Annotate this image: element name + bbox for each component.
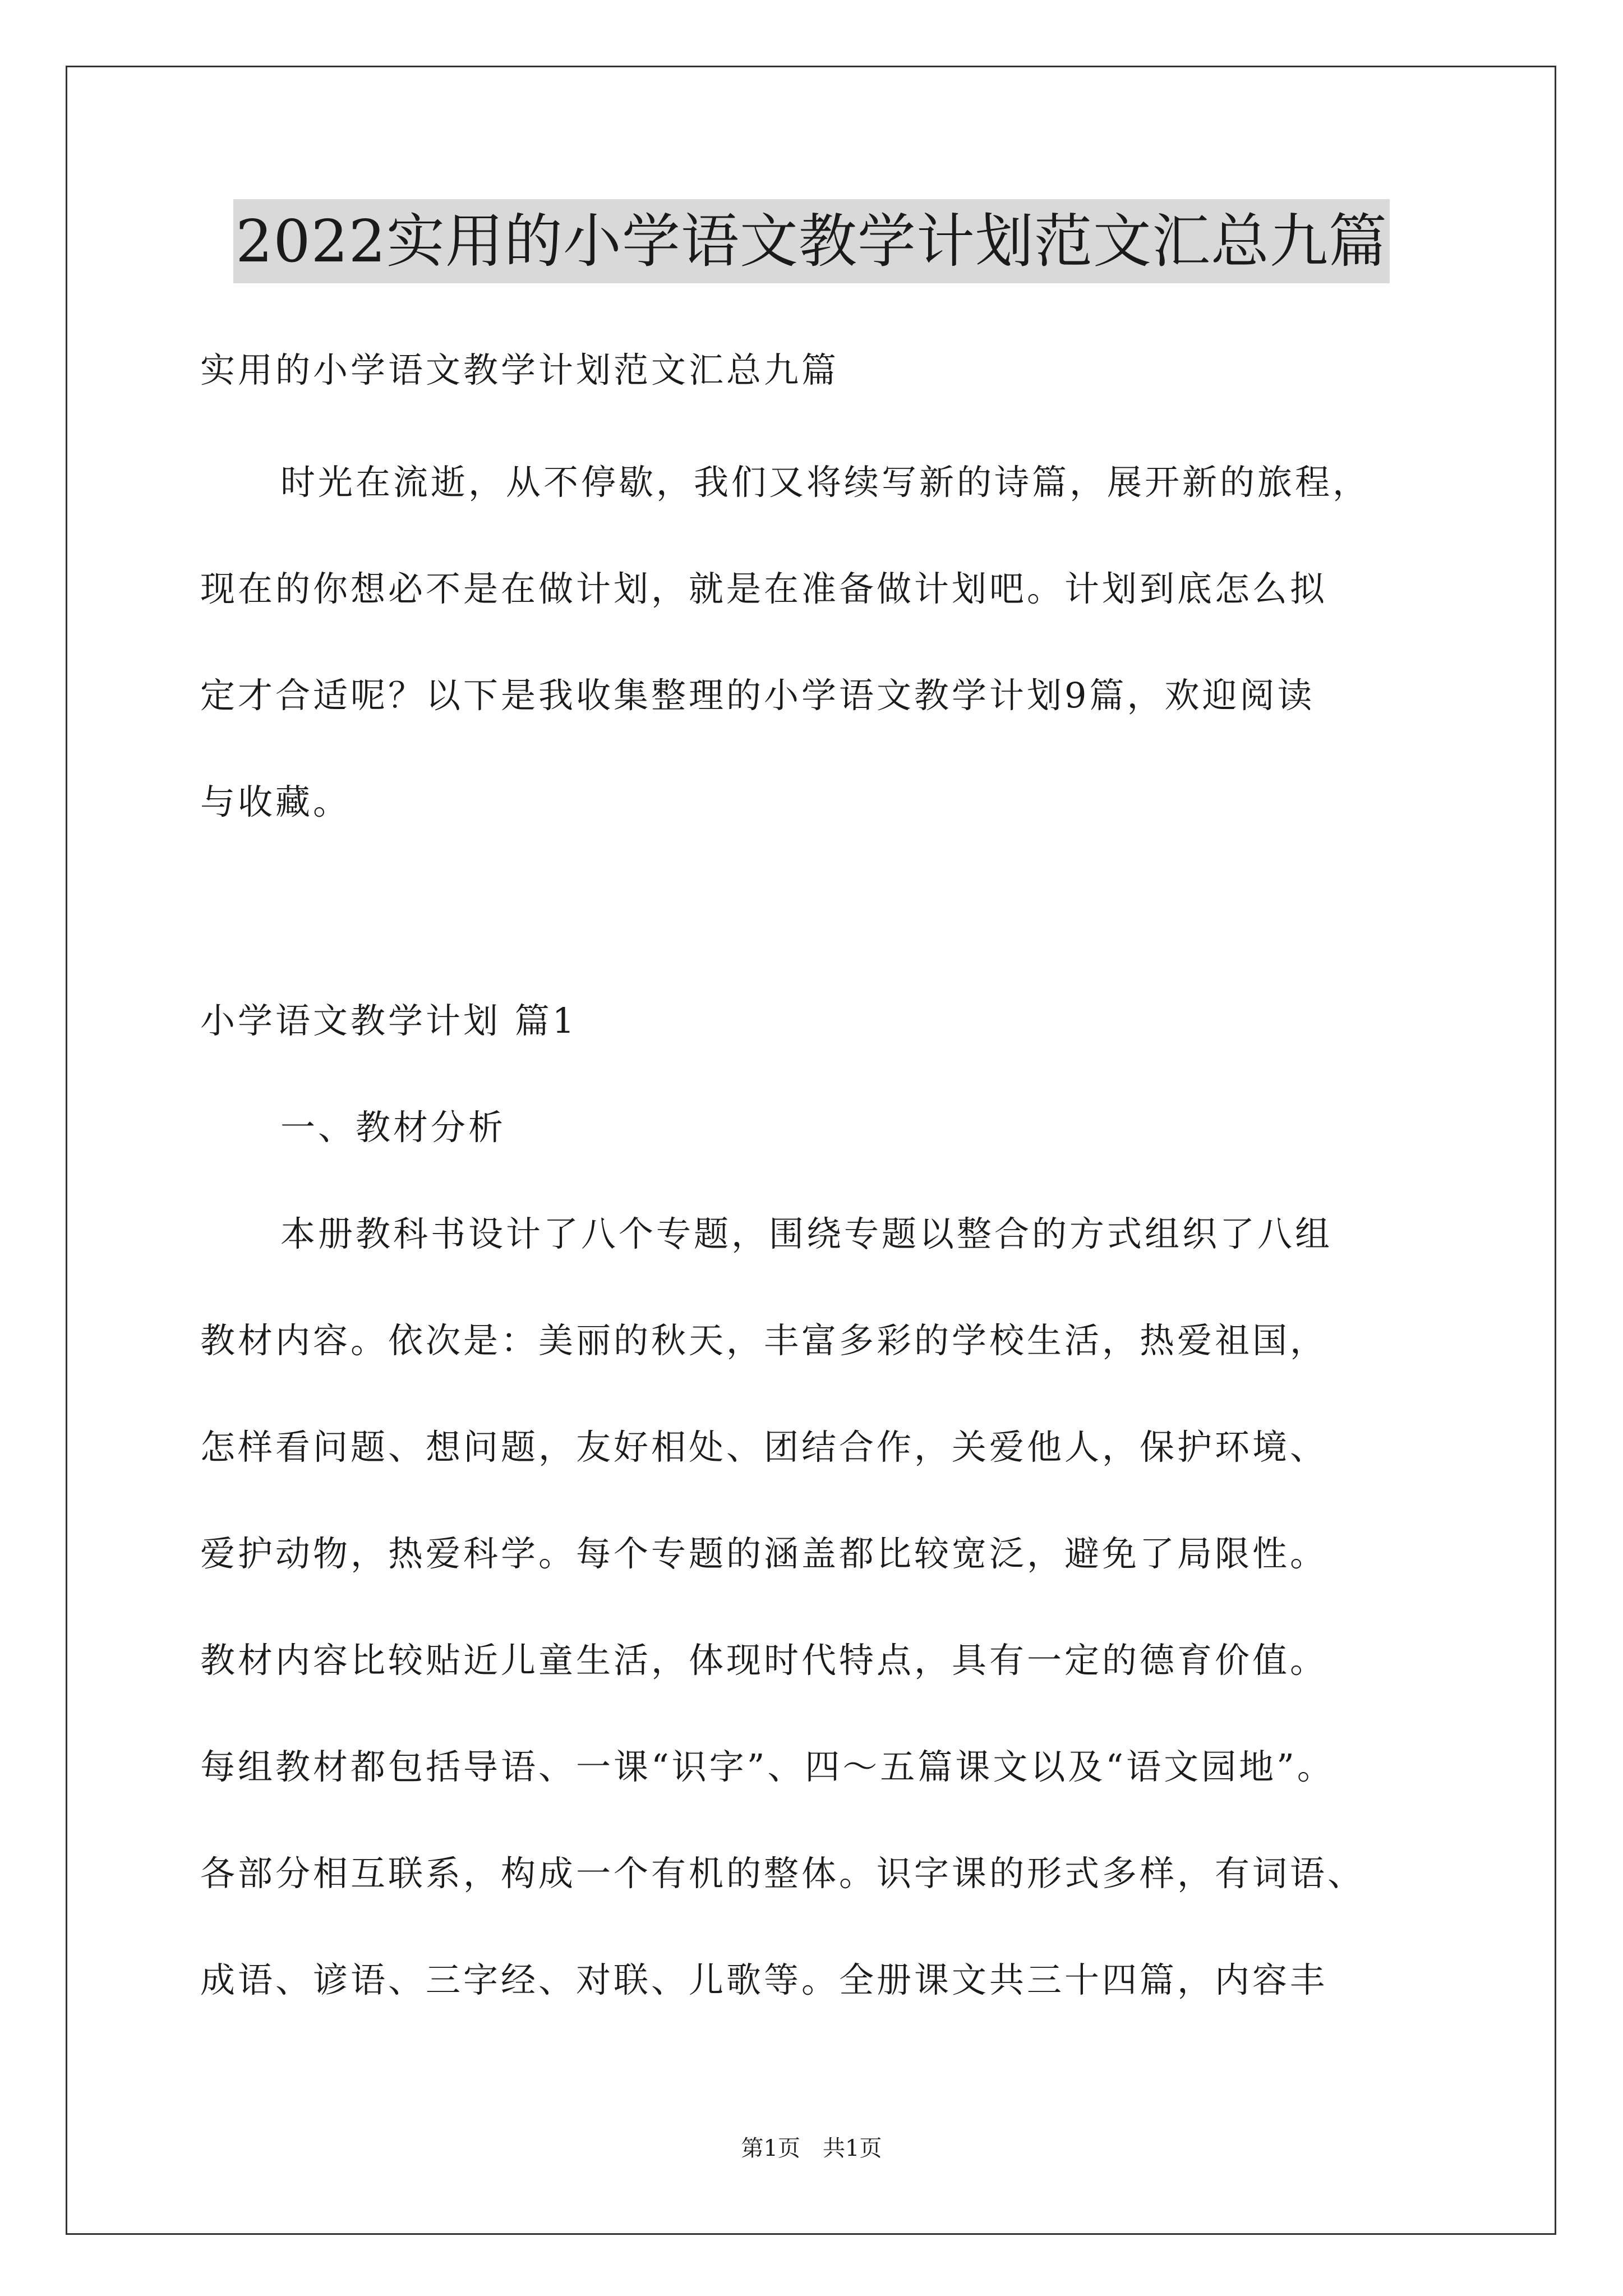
document-title: 2022实用的小学语文教学计划范文汇总九篇	[233, 199, 1390, 283]
paragraph-line: 爱护动物，热爱科学。每个专题的涵盖都比较宽泛，避免了局限性。	[200, 1533, 1328, 1574]
paragraph-line: 成语、谚语、三字经、对联、儿歌等。全册课文共三十四篇，内容丰	[200, 1959, 1328, 2000]
paragraph-line: 怎样看问题、想问题，友好相处、团结合作，关爱他人，保护环境、	[200, 1427, 1328, 1467]
subsection-heading: 一、教材分析	[280, 1107, 506, 1148]
subtitle-line: 实用的小学语文教学计划范文汇总九篇	[200, 349, 840, 390]
paragraph-line: 定才合适呢？以下是我收集整理的小学语文教学计划9篇，欢迎阅读	[200, 675, 1315, 716]
paragraph-line: 现在的你想必不是在做计划，就是在准备做计划吧。计划到底怎么拟	[200, 568, 1328, 609]
page-total: 共1页	[823, 2136, 882, 2161]
page-number: 第1页	[741, 2136, 800, 2161]
paragraph-line: 各部分相互联系，构成一个有机的整体。识字课的形式多样，有词语、	[200, 1853, 1366, 1894]
section-heading: 小学语文教学计划 篇1	[200, 1000, 578, 1041]
page-footer	[0, 2132, 1623, 2165]
paragraph-line: 本册教科书设计了八个专题，围绕专题以整合的方式组织了八组	[280, 1213, 1333, 1254]
title-wrap	[0, 199, 1623, 283]
paragraph-line: 时光在流逝，从不停歇，我们又将续写新的诗篇，展开新的旅程，	[280, 462, 1371, 503]
paragraph-line: 每组教材都包括导语、一课“识字”、四～五篇课文以及“语文园地”。	[200, 1746, 1335, 1787]
paragraph-line: 教材内容。依次是：美丽的秋天，丰富多彩的学校生活，热爱祖国，	[200, 1320, 1328, 1361]
paragraph-line: 与收藏。	[200, 781, 351, 822]
paragraph-line: 教材内容比较贴近儿童生活，体现时代特点，具有一定的德育价值。	[200, 1640, 1328, 1681]
